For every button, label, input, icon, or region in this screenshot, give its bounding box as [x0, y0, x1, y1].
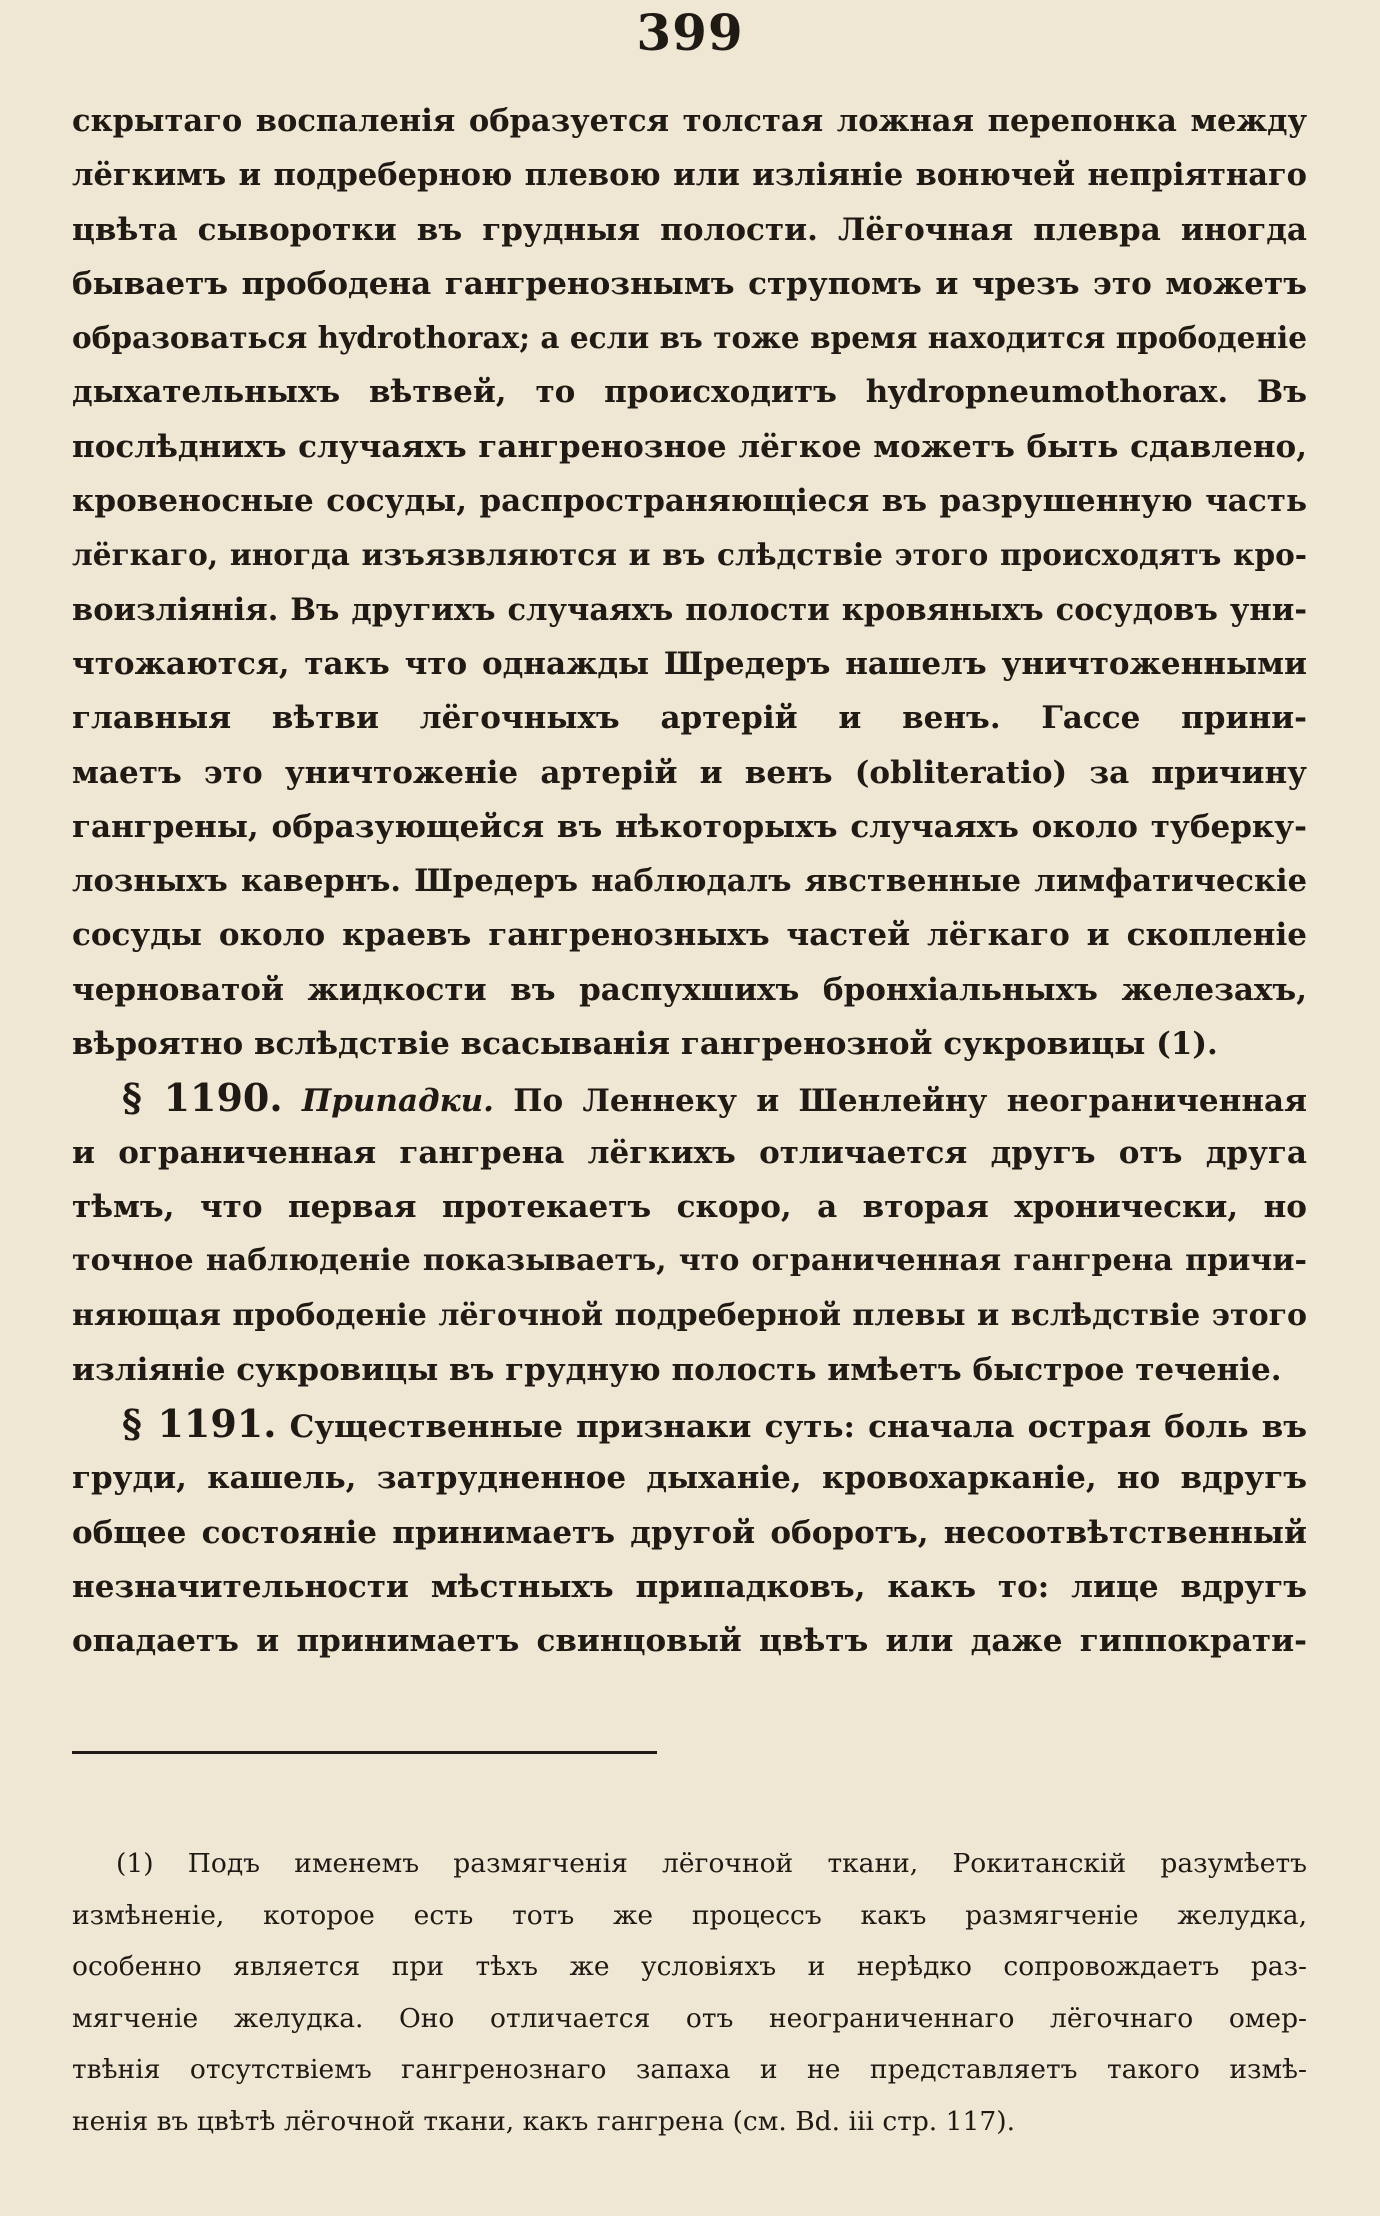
text-line: вѣроятно вслѣдствіе всасыванія гангренозной сукровицы (1).	[72, 1026, 1218, 1063]
footnote-line: (1) Подъ именемъ размягченія лёгочной ткани, Рокитанскій разумѣетъ	[116, 1848, 1307, 1879]
text-line: скрытаго воспаленія образуется толстая ложная перепонка между	[72, 103, 1307, 139]
text-line: кровеносные сосуды, распространяющіеся въ разрушенную часть	[72, 483, 1307, 520]
main-text	[72, 94, 1307, 1669]
footnote-line: твѣнія отсутствіемъ гангренознаго запаха и не представляетъ такого измѣ-	[72, 2054, 1307, 2085]
text-line: лёгкимъ и подреберною плевою или изліяніе вонючей непріятнаго	[72, 157, 1307, 194]
footnote-line: ненія въ цвѣтѣ лёгочной ткани, какъ гангрена (см. Bd. iii стр. 117).	[72, 2105, 1016, 2137]
text-line: общее состояніе принимаетъ другой оборотъ, несоотвѣтственный	[72, 1514, 1307, 1551]
section-1191-line	[72, 1397, 1307, 1451]
text-line: лозныхъ кавернъ. Шредеръ наблюдалъ явственные лимфатическіе	[72, 863, 1307, 900]
text-line: гангрены, образующейся въ нѣкоторыхъ случаяхъ около туберку-	[72, 808, 1307, 845]
section-1190-line	[72, 1071, 1307, 1125]
text-span: Существенные признаки суть: сначала острая боль въ	[289, 1409, 1308, 1446]
text-line: няющая прободеніе лёгочной подреберной плевы и вслѣдствіе этого	[72, 1297, 1307, 1333]
text-line: черноватой жидкости въ распухшихъ бронхіальныхъ железахъ,	[72, 971, 1307, 1008]
section-number: § 1190.	[122, 1075, 283, 1121]
text-line: и ограниченная гангрена лёгкихъ отличается другъ отъ друга	[72, 1134, 1307, 1171]
text-line: незначительности мѣстныхъ припадковъ, какъ то: лице вдругъ	[72, 1569, 1307, 1606]
section-heading: Припадки.	[301, 1083, 494, 1120]
text-line: цвѣта сыворотки въ грудныя полости. Лёгочная плевра иногда	[72, 211, 1307, 248]
text-span: По Леннеку и Шенлейну неограниченная	[513, 1083, 1308, 1120]
page-number: 399	[636, 3, 744, 62]
text-line: сосуды около краевъ гангренозныхъ частей лёгкаго и скопленіе	[72, 917, 1307, 954]
text-line: изліяніе сукровицы въ грудную полость имѣетъ быстрое теченіе.	[72, 1351, 1282, 1388]
text-line: маетъ это уничтоженіе артерій и венъ (obliteratio) за причину	[72, 754, 1307, 791]
footnote-divider	[72, 1751, 657, 1754]
footnote	[72, 1838, 1307, 2147]
text-line: чтожаются, такъ что однажды Шредеръ нашелъ уничтоженными	[72, 645, 1307, 682]
footnote-line: измѣненіе, которое есть тотъ же процессъ какъ размягченіе желудка,	[72, 1899, 1307, 1931]
text-line: бываетъ прободена гангренознымъ струпомъ и чрезъ это можетъ	[72, 265, 1307, 302]
text-line: главныя вѣтви лёгочныхъ артерій и венъ. Гассе прини-	[72, 700, 1307, 737]
text-line: послѣднихъ случаяхъ гангренозное лёгкое можетъ быть сдавлено,	[72, 428, 1307, 465]
footnote-line: особенно является при тѣхъ же условіяхъ и нерѣдко сопровождаетъ раз-	[72, 1951, 1307, 1982]
section-number: § 1191.	[122, 1401, 277, 1447]
text-line: груди, кашель, затрудненное дыханіе, кровохарканіе, но вдругъ	[72, 1460, 1307, 1497]
text-line: дыхательныхъ вѣтвей, то происходитъ hydropneumothorax. Въ	[72, 374, 1307, 411]
text-line: опадаетъ и принимаетъ свинцовый цвѣтъ или даже гиппократи-	[72, 1623, 1307, 1660]
text-line: тѣмъ, что первая протекаетъ скоро, а вторая хронически, но	[72, 1188, 1307, 1225]
text-line: образоваться hydrothorax; а если въ тоже время находится прободеніе	[72, 320, 1307, 356]
text-line: точное наблюденіе показываетъ, что ограниченная гангрена причи-	[72, 1243, 1307, 1279]
text-line: воизліянія. Въ другихъ случаяхъ полости кровяныхъ сосудовъ уни-	[72, 591, 1307, 628]
footnote-line: мягченіе желудка. Оно отличается отъ неограниченнаго лёгочнаго омер-	[72, 2002, 1307, 2034]
text-line: лёгкаго, иногда изъязвляются и въ слѣдствіе этого происходятъ кро-	[72, 537, 1307, 573]
